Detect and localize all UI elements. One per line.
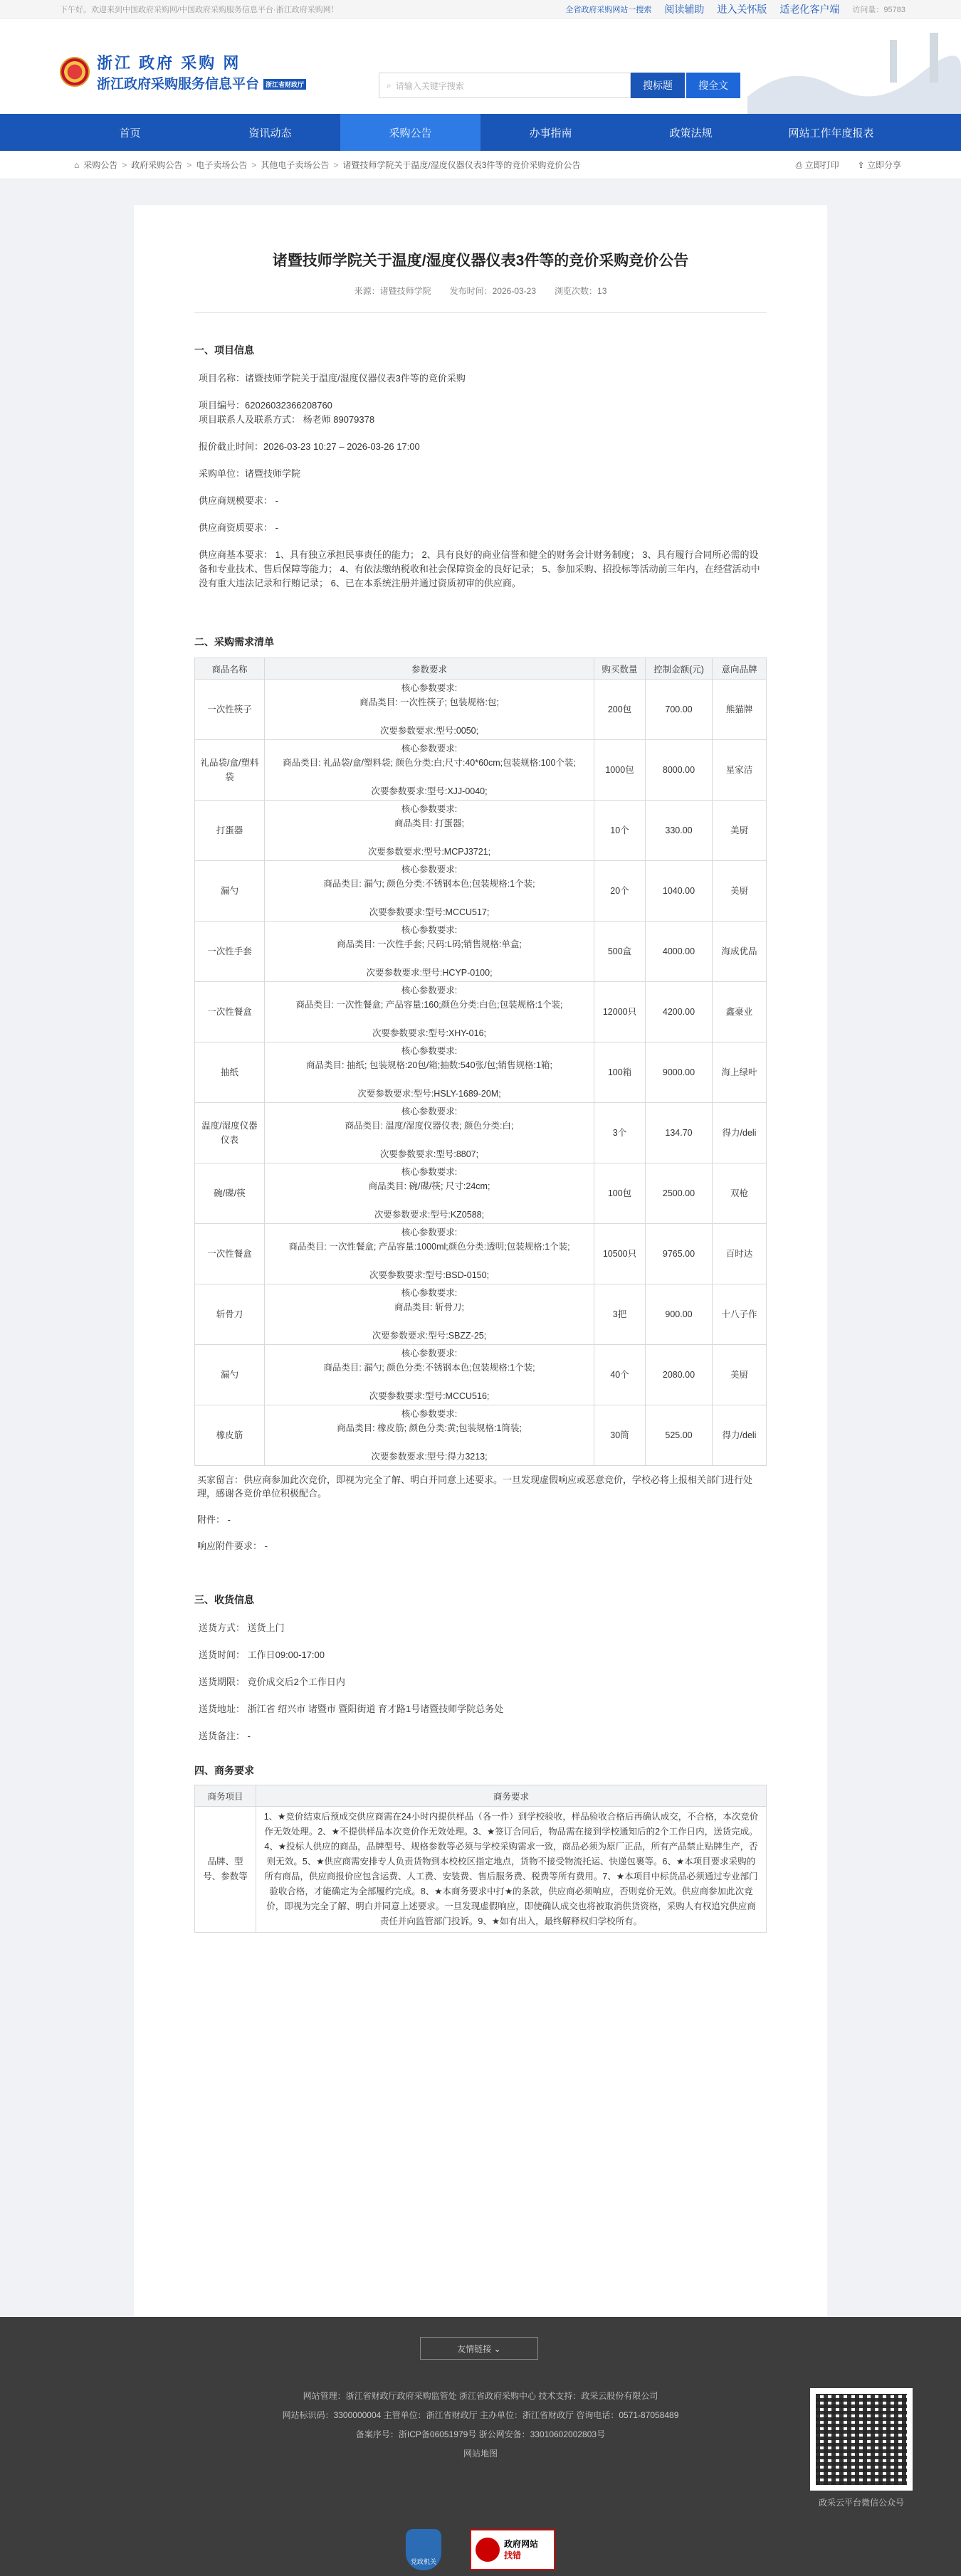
business-table xyxy=(194,1785,767,1933)
cell-amount: 134.70 xyxy=(646,1103,713,1163)
friend-links-select[interactable]: 友情链接 ⌄ xyxy=(420,2337,538,2360)
table-row xyxy=(195,1103,767,1163)
cell-brand: 百时达 xyxy=(713,1224,767,1284)
cell-params: 核心参数要求: 商品类目: 一次性手套; 尺码:L码;销售规格:单盒; 次要参数要求:型号:HCYP-0100; xyxy=(265,922,594,982)
nav-procurement-notice[interactable]: 采购公告 xyxy=(340,114,480,151)
buyer-unit: 采购单位：诸暨技师学院 xyxy=(199,468,301,479)
cell-qty: 100包 xyxy=(594,1163,646,1224)
business-requirement: 1、★竞价结束后预成交供应商需在24小时内提供样品（各一件）到学校验收，样品验收合格后再确认成交，不合格，本次竞价作无效处理。2、★不提供样品本次竞价作无效处理。3、★签订合同后，物品需在接到学校通知后的2个工作日内，送货完成。4、★投标人供应的商品，品牌型号、规格参数等必须与学校采购需求一致，商品必须为原厂正品，所有产品禁止贴牌生产，否则无效。5、★供应商需安排专人负责货物到本校校区指定地点，货物不接受物流托运、快递包裹等。6、★本项目要求采购的所有商品，供应商报价应包含运费、人工费、安装费、售后服务费、税费等所有费用。7、★本项目中标货品必须通过专业部门验收合格，才能确定为全部履约完成。8、★本商务要求中打★的条款，供应商必须响应，否则竞价无效。供应商参加此次竞价，即视为完全了解、明白并同意上述要求。一旦发现虚假响应，即使确认成交也将被取消供货资格，采购人有权追究供应商责任并向监管部门投诉。9、★如有出入，最终解释权归学校所有。 xyxy=(256,1807,767,1933)
cell-params: 核心参数要求: 商品类目: 碗/碟/筷; 尺寸:24cm; 次要参数要求:型号:KZ0588; xyxy=(265,1163,594,1224)
scenery-decoration xyxy=(747,19,961,114)
footer-badges xyxy=(0,2529,961,2570)
cell-qty: 3个 xyxy=(594,1103,646,1163)
cell-params: 核心参数要求: 商品类目: 一次性餐盒; 产品容量:1000ml;颜色分类:透明;包装规格:1个装; 次要参数要求:型号:BSD-0150; xyxy=(265,1224,594,1284)
cell-qty: 200包 xyxy=(594,680,646,740)
cell-qty: 10500只 xyxy=(594,1224,646,1284)
breadcrumb-item[interactable]: 其他电子卖场公告 xyxy=(261,160,330,170)
page-title: 诸暨技师学院关于温度/湿度仪器仪表3件等的竞价采购竞价公告 xyxy=(272,253,689,269)
cell-params: 核心参数要求: 商品类目: 橡皮筋; 颜色分类:黄;包装规格:1筒装; 次要参数要求:型号:得力3213; xyxy=(265,1405,594,1466)
site-header xyxy=(0,19,961,114)
welcome-text: 下午好。欢迎来到中国政府采购网/中国政府采购服务信息平台·浙江政府采购网！ xyxy=(60,5,339,14)
project-name: 项目名称：诸暨技师学院关于温度/湿度仪器仪表3件等的竞价采购 xyxy=(199,373,466,384)
cell-brand: 美厨 xyxy=(713,861,767,922)
cell-amount: 9000.00 xyxy=(646,1042,713,1103)
cell-qty: 10个 xyxy=(594,801,646,861)
national-emblem-icon xyxy=(60,57,90,87)
business-item: 品牌、型号、参数等 xyxy=(195,1807,256,1933)
cell-qty: 20个 xyxy=(594,861,646,922)
cell-name: 抽纸 xyxy=(195,1042,265,1103)
top-links xyxy=(565,2,905,16)
delivery-address: 送货地址： 浙江省 绍兴市 诸暨市 暨阳街道 育才路1号诸暨技师学院总务处 xyxy=(199,1704,504,1714)
delivery-info xyxy=(194,1621,767,1743)
top-link-care-version[interactable]: 进入关怀版 xyxy=(717,3,767,15)
breadcrumb-item[interactable]: 政府采购公告 xyxy=(131,160,183,170)
search-input[interactable] xyxy=(379,73,631,98)
cell-qty: 100箱 xyxy=(594,1042,646,1103)
search-placeholder: 请输入关键字搜索 xyxy=(395,80,464,91)
supplier-qualification: 供应商资质要求： - xyxy=(199,522,278,533)
cell-amount: 2080.00 xyxy=(646,1345,713,1405)
buyer-notes xyxy=(194,1473,767,1553)
wechat-qr-code xyxy=(810,2388,913,2491)
cell-brand: 得力/deli xyxy=(713,1405,767,1466)
site-badge: 浙江省财政厅 xyxy=(263,79,306,90)
response-attachment: 响应附件要求： - xyxy=(197,1541,268,1551)
cell-qty: 30筒 xyxy=(594,1405,646,1466)
article-publish-time: 发布时间：2026-03-23 xyxy=(449,286,537,296)
buyer-message: 买家留言：供应商参加此次竞价，即视为完全了解、明白并同意上述要求。一旦发现虚假响应或恶意竞价，学校必将上报相关部门进行处理，感谢各竞价单位积极配合。 xyxy=(197,1474,753,1499)
delivery-period: 送货期限： 竞价成交后2个工作日内 xyxy=(199,1677,345,1687)
table-row xyxy=(195,1224,767,1284)
magnifier-icon xyxy=(476,2538,500,2562)
section-demand-heading: 二、采购需求清单 xyxy=(194,636,274,648)
cell-name: 温度/湿度仪器仪表 xyxy=(195,1103,265,1163)
cell-params: 核心参数要求: 商品类目: 斩骨刀; 次要参数要求:型号:SBZZ-25; xyxy=(265,1284,594,1345)
cell-amount: 700.00 xyxy=(646,680,713,740)
cell-amount: 4200.00 xyxy=(646,982,713,1042)
search-icon: ⌕ xyxy=(387,80,392,90)
breadcrumb-item[interactable]: 电子卖场公告 xyxy=(196,160,248,170)
cell-params: 核心参数要求: 商品类目: 一次性餐盒; 产品容量:160;颜色分类:白色;包装规格:1个装; 次要参数要求:型号:XHY-016; xyxy=(265,982,594,1042)
nav-news[interactable]: 资讯动态 xyxy=(248,127,292,139)
cell-amount: 330.00 xyxy=(646,801,713,861)
cell-amount: 4000.00 xyxy=(646,922,713,982)
cell-brand: 十八子作 xyxy=(713,1284,767,1345)
top-link-search-all[interactable]: 全省政府采购网站一搜索 xyxy=(565,5,652,14)
cell-brand: 美厨 xyxy=(713,1345,767,1405)
site-name-line1: 浙江 政府 采购 网 xyxy=(97,54,241,72)
cell-amount: 8000.00 xyxy=(646,740,713,801)
nav-home[interactable]: 首页 xyxy=(119,127,141,139)
cell-name: 一次性手套 xyxy=(195,922,265,982)
cell-qty: 3把 xyxy=(594,1284,646,1345)
top-link-reading-assist[interactable]: 阅读辅助 xyxy=(664,3,705,15)
cell-params: 核心参数要求: 商品类目: 抽纸; 包装规格:20包/箱;抽数:540张/包;销售规格:1箱; 次要参数要求:型号:HSLY-1689-20M; xyxy=(265,1042,594,1103)
search-title-button[interactable]: 搜标题 xyxy=(631,73,685,98)
top-link-elderly-client[interactable]: 适老化客户端 xyxy=(779,3,840,15)
main-nav xyxy=(0,114,961,151)
sitemap-link[interactable]: 网站地图 xyxy=(463,2449,498,2459)
col-qty: 购买数量 xyxy=(594,658,646,680)
article-meta xyxy=(194,285,767,297)
cell-name: 斩骨刀 xyxy=(195,1284,265,1345)
site-name-line2: 浙江政府采购服务信息平台 xyxy=(97,77,260,92)
table-row xyxy=(195,1807,767,1933)
delivery-method: 送货方式： 送货上门 xyxy=(199,1622,285,1633)
table-row xyxy=(195,680,767,740)
site-logo[interactable] xyxy=(60,51,306,93)
table-row xyxy=(195,740,767,801)
quote-deadline: 报价截止时间：2026-03-23 10:27 – 2026-03-26 17:00 xyxy=(199,441,420,452)
cell-qty: 1000包 xyxy=(594,740,646,801)
cell-name: 橡皮筋 xyxy=(195,1405,265,1466)
col-brand: 意向品牌 xyxy=(713,658,767,680)
search-fulltext-button[interactable]: 搜全文 xyxy=(686,73,740,98)
home-icon[interactable]: ⌂ xyxy=(74,159,80,170)
cell-params: 核心参数要求: 商品类目: 漏勺; 颜色分类:不锈钢本色;包装规格:1个装; 次要参数要求:型号:MCCU517; xyxy=(265,861,594,922)
print-button[interactable]: ⎙ 立即打印 xyxy=(795,160,839,170)
table-header-row xyxy=(195,1785,767,1807)
top-bar xyxy=(0,0,961,19)
cell-amount: 1040.00 xyxy=(646,861,713,922)
table-row xyxy=(195,861,767,922)
table-row xyxy=(195,1042,767,1103)
table-row xyxy=(195,1405,767,1466)
cell-brand: 双枪 xyxy=(713,1163,767,1224)
col-business-item: 商务项目 xyxy=(195,1785,256,1807)
breadcrumb-bar xyxy=(0,151,961,179)
share-button[interactable]: ⇪ 立即分享 xyxy=(857,160,901,170)
footer-line: 网站标识码：3300000004 主管单位：浙江省财政厅 主办单位：浙江省财政厅 咨询电话：0571-87058489 xyxy=(282,2410,679,2420)
attachment: 附件： - xyxy=(197,1514,231,1525)
cell-qty: 40个 xyxy=(594,1345,646,1405)
cell-amount: 2500.00 xyxy=(646,1163,713,1224)
qr-label: 政采云平台微信公众号 xyxy=(818,2498,904,2508)
cell-brand: 海成优品 xyxy=(713,922,767,982)
article-source: 来源：诸暨技师学院 xyxy=(354,286,431,296)
party-govt-badge-icon[interactable]: 党政机关 xyxy=(406,2529,441,2570)
cell-amount: 900.00 xyxy=(646,1284,713,1345)
col-business-requirement: 商务要求 xyxy=(256,1785,767,1807)
cell-name: 碗/碟/筷 xyxy=(195,1163,265,1224)
printer-icon: ⎙ xyxy=(795,160,805,170)
delivery-time: 送货时间： 工作日09:00-17:00 xyxy=(199,1649,325,1660)
cell-params: 核心参数要求: 商品类目: 打蛋器; 次要参数要求:型号:MCPJ3721; xyxy=(265,801,594,861)
cell-brand: 熊猫牌 xyxy=(713,680,767,740)
nav-annual-report[interactable]: 网站工作年度报表 xyxy=(788,127,874,139)
cell-name: 礼品袋/盒/塑料袋 xyxy=(195,740,265,801)
cell-qty: 12000只 xyxy=(594,982,646,1042)
section-project-info-heading: 一、项目信息 xyxy=(194,344,254,356)
cell-brand: 海上绿叶 xyxy=(713,1042,767,1103)
section-business-heading: 四、商务要求 xyxy=(194,1765,254,1776)
site-footer xyxy=(0,2317,961,2576)
supplier-basic-requirements: 供应商基本要求： 1、具有独立承担民事责任的能力； 2、具有良好的商业信誉和健全的财务会计财务制度； 3、具有履行合同所必需的设备和专业技术、售后保障等能力； 4、有依法缴纳税收和社会保障资金的良好记录； 5、参加采购、招投标等活动前三年内，在经营活动中没有重大违法记录和行贿记录； 6、已在本系统注册并通过资质初审的供应商。 xyxy=(199,549,760,588)
table-row xyxy=(195,1163,767,1224)
cell-brand: 美厨 xyxy=(713,801,767,861)
footer-line: 网站管理：浙江省财政厅政府采购监管处 浙江省政府采购中心 技术支持：政采云股份有限公司 xyxy=(303,2391,658,2401)
delivery-remark: 送货备注： - xyxy=(199,1731,251,1741)
cell-name: 漏勺 xyxy=(195,1345,265,1405)
project-info xyxy=(194,371,767,591)
cell-brand: 得力/deli xyxy=(713,1103,767,1163)
table-row xyxy=(195,1345,767,1405)
cell-params: 核心参数要求: 商品类目: 一次性筷子; 包装规格:包; 次要参数要求:型号:0050; xyxy=(265,680,594,740)
project-contact: 项目联系人及联系方式： 杨老师 89079378 xyxy=(199,414,375,425)
breadcrumb: ⌂ 采购公告 > 政府采购公告 > 电子卖场公告 > 其他电子卖场公告 > 诸暨技师学院关于温度/湿度仪器仪表3件等的竞价采购竞价公告 xyxy=(74,159,581,170)
cell-qty: 500盒 xyxy=(594,922,646,982)
cell-name: 漏勺 xyxy=(195,861,265,922)
supplier-scale: 供应商规模要求： - xyxy=(199,495,278,506)
cell-name: 一次性餐盒 xyxy=(195,982,265,1042)
table-row xyxy=(195,982,767,1042)
cell-amount: 525.00 xyxy=(646,1405,713,1466)
project-no: 项目编号：62026032366208760 xyxy=(199,400,332,411)
divider xyxy=(194,312,767,313)
share-icon: ⇪ xyxy=(857,160,867,170)
article-container xyxy=(134,205,827,2347)
section-delivery-heading: 三、收货信息 xyxy=(194,1594,254,1605)
search-area xyxy=(379,73,740,98)
nav-guide[interactable]: 办事指南 xyxy=(529,127,572,139)
cell-name: 一次性筷子 xyxy=(195,680,265,740)
col-amount: 控制金额(元) xyxy=(646,658,713,680)
table-row xyxy=(195,1284,767,1345)
demand-table xyxy=(194,658,767,1466)
cell-params: 核心参数要求: 商品类目: 温度/湿度仪器仪表; 颜色分类:白; 次要参数要求:型号:8807; xyxy=(265,1103,594,1163)
table-header-row xyxy=(195,658,767,680)
cell-params: 核心参数要求: 商品类目: 礼品袋/盒/塑料袋; 颜色分类:白;尺寸:40*60cm;包装规格:100个装; 次要参数要求:型号:XJJ-0040; xyxy=(265,740,594,801)
visit-count: 访问量：95783 xyxy=(852,5,905,14)
cell-brand: 鑫豪业 xyxy=(713,982,767,1042)
cell-name: 打蛋器 xyxy=(195,801,265,861)
table-row xyxy=(195,801,767,861)
article-views: 浏览次数：13 xyxy=(555,286,607,296)
table-row xyxy=(195,922,767,982)
col-name: 商品名称 xyxy=(195,658,265,680)
footer-line: 备案序号：浙ICP备06051979号 浙公网安备：33010602002803号 xyxy=(355,2429,606,2439)
breadcrumb-item[interactable]: 采购公告 xyxy=(83,160,118,170)
nav-policy[interactable]: 政策法规 xyxy=(669,127,713,139)
cell-params: 核心参数要求: 商品类目: 漏勺; 颜色分类:不锈钢本色;包装规格:1个装; 次要参数要求:型号:MCCU516; xyxy=(265,1345,594,1405)
report-error-badge[interactable]: 政府网站 找错 xyxy=(470,2529,555,2570)
cell-brand: 星家洁 xyxy=(713,740,767,801)
cell-amount: 9765.00 xyxy=(646,1224,713,1284)
breadcrumb-current: 诸暨技师学院关于温度/湿度仪器仪表3件等的竞价采购竞价公告 xyxy=(342,160,581,170)
cell-name: 一次性餐盒 xyxy=(195,1224,265,1284)
col-params: 参数要求 xyxy=(265,658,594,680)
